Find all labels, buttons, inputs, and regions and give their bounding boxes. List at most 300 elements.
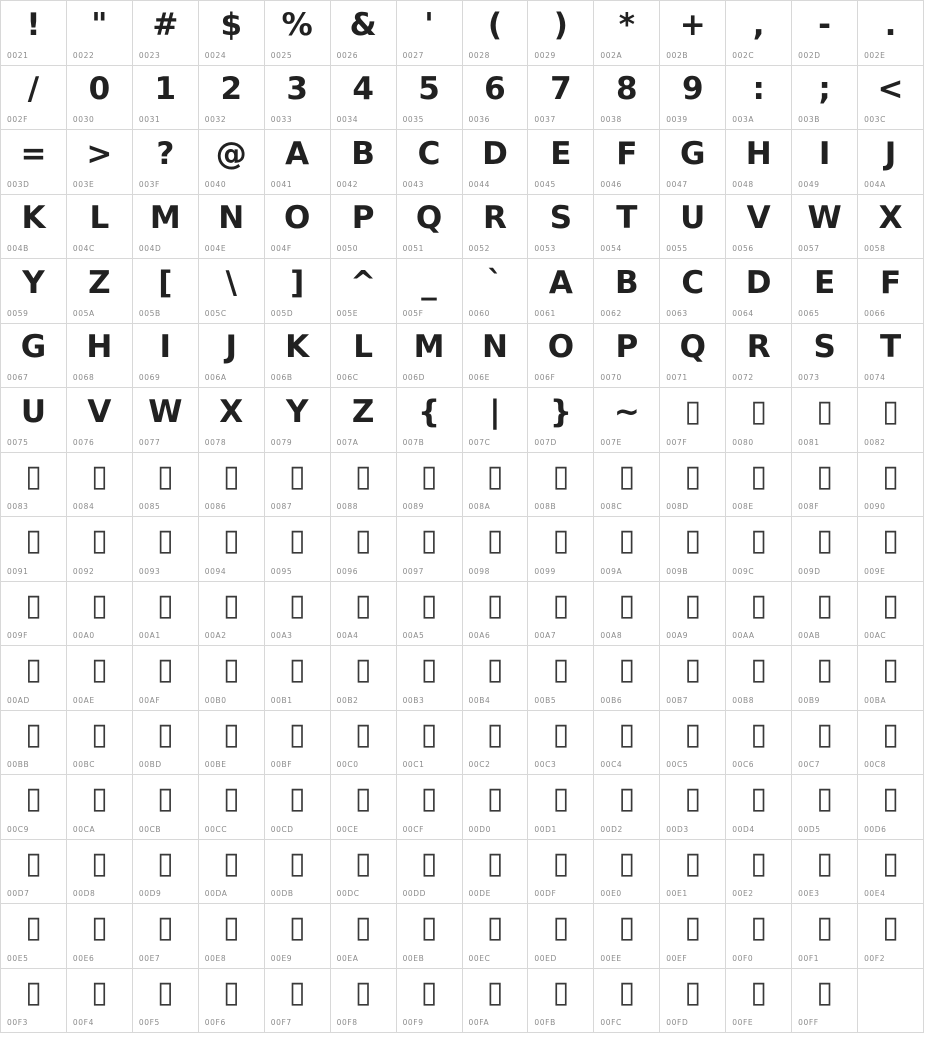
glyph-cell[interactable]: [1, 582, 67, 647]
glyph-cell[interactable]: [397, 259, 463, 324]
glyph-codepoint-label: 0036: [468, 115, 490, 124]
glyph-cell[interactable]: [331, 130, 397, 195]
glyph-cell[interactable]: [67, 711, 133, 776]
glyph-cell[interactable]: [726, 388, 792, 453]
glyph-cell[interactable]: [67, 1, 133, 66]
glyph-cell[interactable]: [858, 904, 924, 969]
glyph-codepoint-label: 0086: [204, 502, 227, 511]
glyph-cell[interactable]: [463, 582, 529, 647]
glyph-cell[interactable]: [463, 969, 529, 1034]
glyph-cell[interactable]: [726, 517, 792, 582]
glyph-cell[interactable]: [331, 1, 397, 66]
glyph-codepoint-label: 00B9: [798, 695, 821, 705]
glyph-preview: S: [549, 200, 573, 236]
notdef-box-icon: ▯: [420, 587, 438, 623]
glyph-cell[interactable]: [463, 259, 529, 324]
glyph-cell[interactable]: [265, 259, 331, 324]
glyph-cell[interactable]: [397, 904, 463, 969]
glyph-cell[interactable]: [660, 195, 726, 260]
glyph-cell[interactable]: [792, 388, 858, 453]
glyph-cell[interactable]: [528, 388, 594, 453]
glyph-cell[interactable]: [594, 1, 660, 66]
glyph-cell[interactable]: [528, 775, 594, 840]
glyph-codepoint-label: 00CB: [138, 824, 162, 834]
glyph-cell[interactable]: [133, 130, 199, 195]
glyph-cell[interactable]: [397, 840, 463, 905]
notdef-box-icon: ▯: [684, 587, 701, 623]
glyph-cell[interactable]: [1, 517, 67, 582]
glyph-cell[interactable]: [331, 324, 397, 389]
notdef-box-icon: ▯: [25, 458, 42, 494]
glyph-cell[interactable]: [528, 195, 594, 260]
glyph-codepoint-label: 00AD: [7, 695, 30, 705]
glyph-cell[interactable]: [331, 582, 397, 647]
glyph-cell[interactable]: [265, 646, 331, 711]
glyph-codepoint-label: 00ED: [534, 953, 557, 963]
glyph-cell[interactable]: [133, 840, 199, 905]
glyph-cell[interactable]: [67, 388, 133, 453]
glyph-cell[interactable]: [792, 517, 858, 582]
glyph-cell[interactable]: [67, 517, 133, 582]
glyph-cell[interactable]: [265, 388, 331, 453]
glyph-cell[interactable]: [528, 66, 594, 131]
glyph-cell[interactable]: [660, 517, 726, 582]
glyph-cell[interactable]: [265, 711, 331, 776]
glyph-cell[interactable]: [594, 711, 660, 776]
glyph-cell[interactable]: [463, 130, 529, 195]
glyph-cell[interactable]: [463, 904, 529, 969]
glyph-codepoint-label: 00AA: [732, 631, 755, 640]
glyph-cell[interactable]: [792, 130, 858, 195]
glyph-cell[interactable]: [1, 324, 67, 389]
glyph-cell[interactable]: [594, 388, 660, 453]
glyph-cell[interactable]: [528, 259, 594, 324]
glyph-cell[interactable]: [792, 1, 858, 66]
glyph-cell[interactable]: [726, 453, 792, 518]
glyph-cell[interactable]: [660, 711, 726, 776]
glyph-cell[interactable]: [1, 969, 67, 1034]
glyph-codepoint-label: 0092: [72, 566, 95, 576]
glyph-codepoint-label: 00FD: [666, 1018, 689, 1027]
glyph-cell[interactable]: [67, 840, 133, 905]
glyph-codepoint-label: 00F0: [732, 953, 754, 963]
glyph-preview: =: [20, 135, 47, 172]
glyph-cell[interactable]: [265, 66, 331, 131]
glyph-codepoint-label: 00A7: [534, 631, 557, 640]
glyph-codepoint-label: 0045: [534, 179, 556, 189]
glyph-cell[interactable]: [463, 324, 529, 389]
glyph-cell[interactable]: [858, 130, 924, 195]
glyph-cell[interactable]: [1, 259, 67, 324]
glyph-cell[interactable]: [133, 775, 199, 840]
glyph-cell[interactable]: [594, 66, 660, 131]
glyph-cell[interactable]: [858, 453, 924, 518]
glyph-cell[interactable]: [528, 130, 594, 195]
glyph-cell[interactable]: [199, 195, 265, 260]
glyph-cell[interactable]: [331, 517, 397, 582]
glyph-cell[interactable]: [594, 130, 660, 195]
notdef-box-icon: ▯: [486, 523, 504, 558]
glyph-cell[interactable]: [199, 388, 265, 453]
glyph-cell[interactable]: [397, 646, 463, 711]
glyph-cell[interactable]: [331, 66, 397, 131]
glyph-cell[interactable]: [265, 130, 331, 195]
glyph-cell[interactable]: [199, 775, 265, 840]
glyph-cell[interactable]: [199, 969, 265, 1034]
glyph-cell[interactable]: [858, 582, 924, 647]
glyph-codepoint-label: 007A: [336, 437, 359, 447]
glyph-cell[interactable]: [463, 195, 529, 260]
glyph-cell[interactable]: [133, 646, 199, 711]
glyph-cell[interactable]: [726, 259, 792, 324]
glyph-cell[interactable]: [265, 453, 331, 518]
glyph-cell[interactable]: [199, 259, 265, 324]
glyph-cell[interactable]: [660, 388, 726, 453]
glyph-cell[interactable]: [265, 969, 331, 1034]
glyph-cell[interactable]: [528, 711, 594, 776]
glyph-cell[interactable]: [792, 453, 858, 518]
glyph-codepoint-label: 00DA: [204, 889, 228, 898]
glyph-preview: U: [20, 393, 47, 430]
glyph-cell[interactable]: [265, 517, 331, 582]
glyph-cell[interactable]: [133, 195, 199, 260]
glyph-cell[interactable]: [594, 517, 660, 582]
glyph-codepoint-label: 0082: [864, 437, 886, 447]
glyph-cell[interactable]: [397, 195, 463, 260]
glyph-codepoint-label: 004B: [7, 244, 29, 253]
glyph-cell[interactable]: [67, 195, 133, 260]
glyph-cell[interactable]: [133, 388, 199, 453]
notdef-box-icon: ▯: [25, 781, 42, 816]
glyph-cell[interactable]: [67, 66, 133, 131]
glyph-cell[interactable]: [528, 840, 594, 905]
glyph-cell[interactable]: [133, 453, 199, 518]
glyph-cell[interactable]: [67, 582, 133, 647]
glyph-cell[interactable]: [594, 324, 660, 389]
glyph-cell[interactable]: [463, 453, 529, 518]
glyph-cell[interactable]: [133, 259, 199, 324]
glyph-cell[interactable]: [858, 388, 924, 453]
glyph-cell[interactable]: [331, 711, 397, 776]
glyph-cell[interactable]: [331, 969, 397, 1034]
glyph-cell[interactable]: [726, 775, 792, 840]
glyph-cell[interactable]: [397, 66, 463, 131]
glyph-cell[interactable]: [463, 775, 529, 840]
glyph-cell[interactable]: [594, 582, 660, 647]
glyph-cell[interactable]: [397, 130, 463, 195]
glyph-codepoint-label: 00D7: [7, 889, 30, 898]
glyph-cell[interactable]: [199, 646, 265, 711]
notdef-box-icon: ▯: [288, 781, 306, 816]
glyph-codepoint-label: 00C9: [7, 824, 29, 834]
glyph-codepoint-label: 00DC: [336, 889, 360, 898]
glyph-cell[interactable]: [726, 324, 792, 389]
glyph-cell[interactable]: [528, 453, 594, 518]
glyph-cell[interactable]: [397, 517, 463, 582]
glyph-cell[interactable]: [199, 130, 265, 195]
glyph-cell[interactable]: [528, 1, 594, 66]
glyph-cell[interactable]: [67, 259, 133, 324]
glyph-cell[interactable]: [67, 904, 133, 969]
glyph-cell[interactable]: [265, 840, 331, 905]
glyph-codepoint-label: 00D5: [798, 824, 821, 834]
glyph-cell[interactable]: [463, 711, 529, 776]
glyph-cell[interactable]: [67, 453, 133, 518]
glyph-cell[interactable]: [331, 259, 397, 324]
glyph-cell[interactable]: [660, 904, 726, 969]
notdef-box-icon: ▯: [618, 523, 636, 558]
glyph-cell[interactable]: [792, 195, 858, 260]
glyph-cell[interactable]: [1, 195, 67, 260]
glyph-cell[interactable]: [1, 388, 67, 453]
glyph-cell[interactable]: [594, 904, 660, 969]
glyph-preview: S: [813, 329, 836, 365]
glyph-codepoint-label: 009E: [864, 566, 886, 576]
glyph-cell[interactable]: [726, 840, 792, 905]
glyph-codepoint-label: 0029: [534, 50, 556, 60]
glyph-cell[interactable]: [792, 969, 858, 1034]
glyph-cell[interactable]: [1, 130, 67, 195]
glyph-cell[interactable]: [1, 646, 67, 711]
glyph-preview: |: [489, 393, 501, 430]
glyph-codepoint-label: 00CF: [402, 824, 425, 834]
glyph-cell[interactable]: [331, 388, 397, 453]
glyph-codepoint-label: 00EC: [468, 953, 491, 963]
glyph-cell[interactable]: [199, 904, 265, 969]
glyph-cell[interactable]: [726, 969, 792, 1034]
glyph-cell[interactable]: [594, 775, 660, 840]
glyph-cell[interactable]: [726, 1, 792, 66]
glyph-cell[interactable]: [858, 259, 924, 324]
glyph-cell[interactable]: [660, 969, 726, 1034]
glyph-cell[interactable]: [660, 840, 726, 905]
glyph-cell[interactable]: [528, 517, 594, 582]
glyph-codepoint-label: 00F5: [138, 1018, 160, 1027]
glyph-cell[interactable]: [265, 1, 331, 66]
glyph-cell[interactable]: [199, 324, 265, 389]
glyph-cell[interactable]: [397, 1, 463, 66]
glyph-cell[interactable]: [528, 324, 594, 389]
glyph-cell[interactable]: [199, 66, 265, 131]
glyph-codepoint-label: 00CE: [336, 824, 359, 834]
glyph-cell[interactable]: [265, 582, 331, 647]
glyph-codepoint-label: 004F: [270, 244, 292, 253]
notdef-box-icon: ▯: [288, 587, 306, 623]
glyph-cell[interactable]: [67, 775, 133, 840]
glyph-cell[interactable]: [1, 775, 67, 840]
glyph-cell[interactable]: [67, 130, 133, 195]
glyph-cell[interactable]: [660, 66, 726, 131]
glyph-cell[interactable]: [660, 453, 726, 518]
glyph-cell[interactable]: [594, 969, 660, 1034]
glyph-cell[interactable]: [463, 646, 529, 711]
glyph-cell[interactable]: [660, 259, 726, 324]
glyph-cell[interactable]: [660, 582, 726, 647]
glyph-codepoint-label: 00A3: [270, 631, 293, 640]
glyph-cell[interactable]: [133, 711, 199, 776]
glyph-cell[interactable]: [792, 840, 858, 905]
glyph-cell[interactable]: [792, 646, 858, 711]
glyph-cell[interactable]: [331, 775, 397, 840]
glyph-cell[interactable]: [858, 324, 924, 389]
glyph-cell[interactable]: [199, 453, 265, 518]
glyph-cell[interactable]: [463, 840, 529, 905]
glyph-cell[interactable]: [67, 646, 133, 711]
glyph-cell[interactable]: [265, 324, 331, 389]
glyph-codepoint-label: 00C4: [600, 760, 623, 769]
glyph-cell[interactable]: [331, 840, 397, 905]
glyph-cell[interactable]: [199, 711, 265, 776]
glyph-cell[interactable]: [594, 259, 660, 324]
glyph-cell[interactable]: [397, 453, 463, 518]
glyph-cell[interactable]: [528, 969, 594, 1034]
glyph-cell[interactable]: [858, 195, 924, 260]
glyph-cell[interactable]: [858, 711, 924, 776]
glyph-cell[interactable]: [199, 1, 265, 66]
glyph-cell[interactable]: [331, 646, 397, 711]
glyph-cell[interactable]: [199, 840, 265, 905]
glyph-codepoint-label: 0068: [72, 373, 95, 382]
glyph-cell[interactable]: [1, 453, 67, 518]
glyph-cell[interactable]: [1, 711, 67, 776]
glyph-cell[interactable]: [397, 969, 463, 1034]
glyph-cell[interactable]: [594, 453, 660, 518]
glyph-cell[interactable]: [726, 711, 792, 776]
glyph-cell[interactable]: [463, 517, 529, 582]
glyph-cell[interactable]: [528, 904, 594, 969]
glyph-cell[interactable]: [331, 453, 397, 518]
glyph-cell[interactable]: [726, 195, 792, 260]
glyph-cell[interactable]: [67, 969, 133, 1034]
glyph-cell[interactable]: [858, 840, 924, 905]
glyph-cell[interactable]: [397, 324, 463, 389]
glyph-cell[interactable]: [199, 517, 265, 582]
glyph-cell[interactable]: [792, 324, 858, 389]
glyph-cell[interactable]: [397, 582, 463, 647]
glyph-preview: ?: [156, 135, 175, 172]
glyph-cell[interactable]: [660, 775, 726, 840]
glyph-codepoint-label: 00F6: [204, 1018, 226, 1027]
glyph-codepoint-label: 0081: [798, 437, 820, 447]
glyph-cell[interactable]: [660, 324, 726, 389]
glyph-cell[interactable]: [133, 66, 199, 131]
glyph-cell[interactable]: [528, 582, 594, 647]
glyph-cell[interactable]: [133, 324, 199, 389]
notdef-box-icon: ▯: [222, 845, 240, 881]
glyph-codepoint-label: 009B: [666, 566, 689, 576]
glyph-codepoint-label: 00E9: [270, 953, 293, 963]
glyph-cell[interactable]: [1, 840, 67, 905]
glyph-codepoint-label: 00FF: [798, 1018, 819, 1027]
notdef-box-icon: ▯: [157, 845, 174, 881]
glyph-cell[interactable]: [133, 969, 199, 1034]
glyph-preview: 9: [681, 71, 704, 107]
glyph-cell[interactable]: [726, 582, 792, 647]
notdef-box-icon: ▯: [354, 910, 372, 945]
notdef-box-icon: ▯: [222, 781, 240, 816]
glyph-cell[interactable]: [133, 1, 199, 66]
glyph-cell[interactable]: [792, 711, 858, 776]
glyph-cell[interactable]: [594, 646, 660, 711]
glyph-cell[interactable]: [528, 646, 594, 711]
glyph-codepoint-label: 0049: [798, 179, 820, 189]
glyph-cell[interactable]: [792, 66, 858, 131]
glyph-cell[interactable]: [1, 66, 67, 131]
glyph-cell[interactable]: [265, 904, 331, 969]
glyph-cell[interactable]: [594, 195, 660, 260]
glyph-codepoint-label: 007E: [600, 437, 622, 447]
glyph-cell[interactable]: [265, 775, 331, 840]
glyph-cell[interactable]: [726, 130, 792, 195]
glyph-codepoint-label: 0048: [732, 179, 754, 189]
notdef-box-icon: ▯: [420, 716, 438, 752]
glyph-cell[interactable]: [726, 646, 792, 711]
glyph-cell[interactable]: [133, 904, 199, 969]
glyph-cell[interactable]: [331, 904, 397, 969]
notdef-box-icon: ▯: [157, 652, 174, 687]
glyph-codepoint-label: 00F2: [864, 953, 886, 963]
glyph-cell[interactable]: [792, 904, 858, 969]
notdef-box-icon: ▯: [816, 781, 833, 816]
glyph-cell[interactable]: [1, 904, 67, 969]
glyph-cell[interactable]: [858, 775, 924, 840]
glyph-cell[interactable]: [463, 66, 529, 131]
glyph-cell[interactable]: [792, 582, 858, 647]
glyph-codepoint-label: 00BE: [204, 760, 227, 769]
glyph-cell[interactable]: [660, 646, 726, 711]
glyph-cell[interactable]: [792, 259, 858, 324]
glyph-cell[interactable]: [397, 388, 463, 453]
glyph-cell[interactable]: [67, 324, 133, 389]
glyph-codepoint-label: 0055: [666, 244, 688, 253]
glyph-cell[interactable]: [660, 130, 726, 195]
glyph-preview: F: [879, 264, 902, 301]
glyph-cell[interactable]: [858, 517, 924, 582]
glyph-cell[interactable]: [463, 388, 529, 453]
glyph-cell[interactable]: [726, 904, 792, 969]
glyph-codepoint-label: 00E3: [798, 889, 820, 898]
glyph-preview: 4: [352, 71, 374, 107]
glyph-preview: D: [482, 135, 508, 172]
glyph-codepoint-label: 009F: [7, 631, 29, 640]
glyph-preview: E: [814, 264, 836, 301]
notdef-box-icon: ▯: [288, 652, 306, 687]
glyph-codepoint-label: 00BF: [270, 760, 293, 769]
glyph-cell[interactable]: [1, 1, 67, 66]
glyph-cell[interactable]: [397, 711, 463, 776]
glyph-cell[interactable]: [133, 517, 199, 582]
glyph-cell[interactable]: [199, 582, 265, 647]
glyph-cell[interactable]: [858, 1, 924, 66]
glyph-cell[interactable]: [397, 775, 463, 840]
notdef-box-icon: ▯: [618, 716, 636, 752]
glyph-cell[interactable]: [792, 775, 858, 840]
glyph-cell[interactable]: [463, 1, 529, 66]
glyph-preview: }: [549, 393, 572, 430]
glyph-cell[interactable]: [858, 646, 924, 711]
notdef-box-icon: ▯: [882, 845, 899, 881]
notdef-box-icon: ▯: [750, 781, 767, 816]
glyph-cell[interactable]: [133, 582, 199, 647]
glyph-cell[interactable]: [594, 840, 660, 905]
glyph-cell[interactable]: [660, 1, 726, 66]
glyph-cell[interactable]: [726, 66, 792, 131]
glyph-cell[interactable]: [265, 195, 331, 260]
glyph-preview: 5: [418, 71, 440, 107]
glyph-codepoint-label: 00A8: [600, 631, 623, 640]
glyph-cell[interactable]: [331, 195, 397, 260]
glyph-cell[interactable]: [858, 66, 924, 131]
